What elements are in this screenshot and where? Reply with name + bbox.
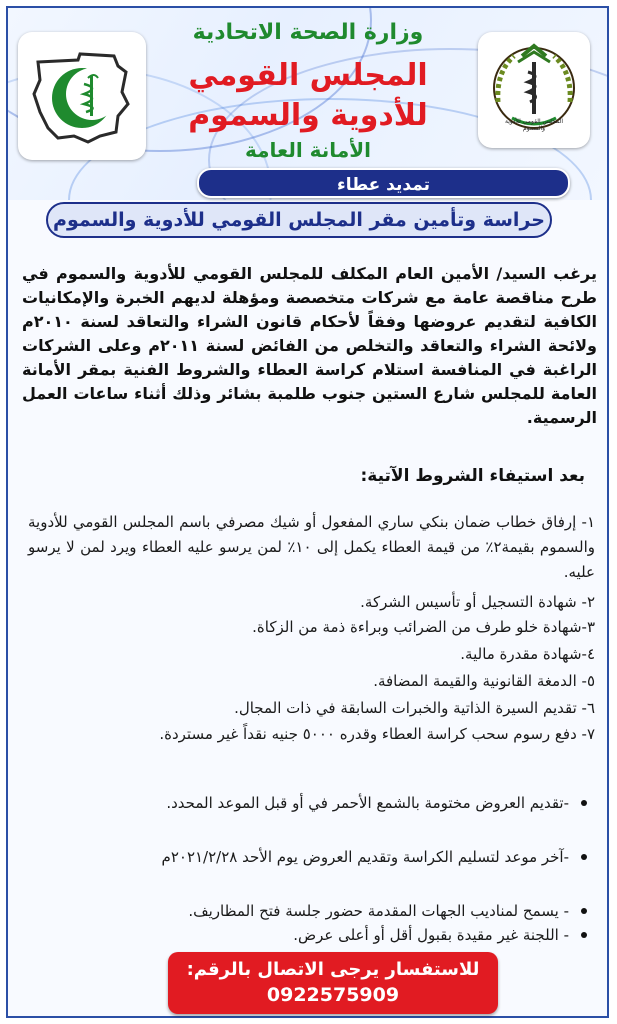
note-text: - يسمح لمناديب الجهات المقدمة حضور جلسة فتح المظاريف. xyxy=(188,902,569,920)
bullet-icon xyxy=(581,932,587,938)
condition-item: ٧- دفع رسوم سحب كراسة العطاء وقدره ٥٠٠٠ جنيه نقداً غير مستردة. xyxy=(159,725,595,743)
note-text: -آخر موعد لتسليم الكراسة وتقديم العروض يوم الأحد ٢٠٢١/٢/٢٨م xyxy=(161,848,569,866)
bullet-icon xyxy=(581,800,587,806)
note-item xyxy=(28,790,595,816)
ministry-name: وزارة الصحة الاتحادية xyxy=(192,20,424,45)
condition-item: ٤-شهادة مقدرة مالية. xyxy=(460,645,595,663)
conditions-list xyxy=(28,510,595,780)
council-logo xyxy=(478,32,590,148)
council-name-line2: للأدوية والسموم xyxy=(188,98,428,133)
ministry-logo xyxy=(18,32,146,160)
council-logo-caption: المجلس القومي للأدوية والسموم xyxy=(505,118,563,132)
notes-list xyxy=(28,790,595,950)
tender-subject: حراسة وتأمين مقر المجلس القومي للأدوية والسموم xyxy=(46,202,552,238)
general-secretariat: الأمانة العامة xyxy=(245,138,371,162)
condition-item: ١- إرفاق خطاب ضمان بنكي ساري المفعول أو شيك مصرفي باسم المجلس القومي للأدوية والسموم بقيمة٢٪ من قيمة العطاء يكمل إلى ١٠٪ لمن يرسو عليه العطاء ويرد لمن لا يرسو عليه. xyxy=(28,513,596,581)
sudan-map-crescent-icon xyxy=(18,32,146,160)
note-item xyxy=(28,898,595,924)
council-name-line1: المجلس القومي xyxy=(188,58,428,93)
condition-item: ٣-شهادة خلو طرف من الضرائب وبراءة ذمة من الزكاة. xyxy=(252,618,595,636)
condition-item: ٥- الدمغة القانونية والقيمة المضافة. xyxy=(373,672,595,690)
note-text: -تقديم العروض مختومة بالشمع الأحمر في أو قبل الموعد المحدد. xyxy=(166,794,569,812)
notice-type-label: تمديد عطاء xyxy=(197,168,570,198)
bullet-icon xyxy=(581,854,587,860)
conditions-title: بعد استيفاء الشروط الآتية: xyxy=(360,466,585,486)
contact-footer xyxy=(168,952,498,1014)
note-item xyxy=(28,844,595,870)
condition-item: ٦- تقديم السيرة الذاتية والخبرات السابقة في ذات المجال. xyxy=(234,699,595,717)
bullet-icon xyxy=(581,908,587,914)
tender-description: يرغب السيد/ الأمين العام المكلف للمجلس القومي للأدوية والسموم في طرح مناقصة عامة مع شركات متخصصة ومؤهلة لديهم الخبرة والإمكانيات الكافية لتقديم عروضها وفقاً لأحكام قانون الشراء والتعاقد لسنة ٢٠١٠م ولائحة الشراء والتعاقد والتخلص من الفائض لسنة ٢٠١١م وعلى الشركات الراغبة في المنافسة استلام كراسة العطاء والشروط الفنية بمقر الأمانة العامة للمجلس شارع الستين جنوب طلمبة بشائر وذلك أثناء ساعات العمل الرسمية. xyxy=(22,264,598,427)
note-item xyxy=(28,922,595,948)
condition-item: ٢- شهادة التسجيل أو تأسيس الشركة. xyxy=(360,593,595,611)
inquiry-label: للاستفسار يرجى الاتصال بالرقم: xyxy=(186,959,480,980)
phone-number[interactable]: 0922575909 xyxy=(266,984,400,1006)
note-text: - اللجنة غير مقيدة بقبول أقل أو أعلى عرض. xyxy=(293,926,569,944)
